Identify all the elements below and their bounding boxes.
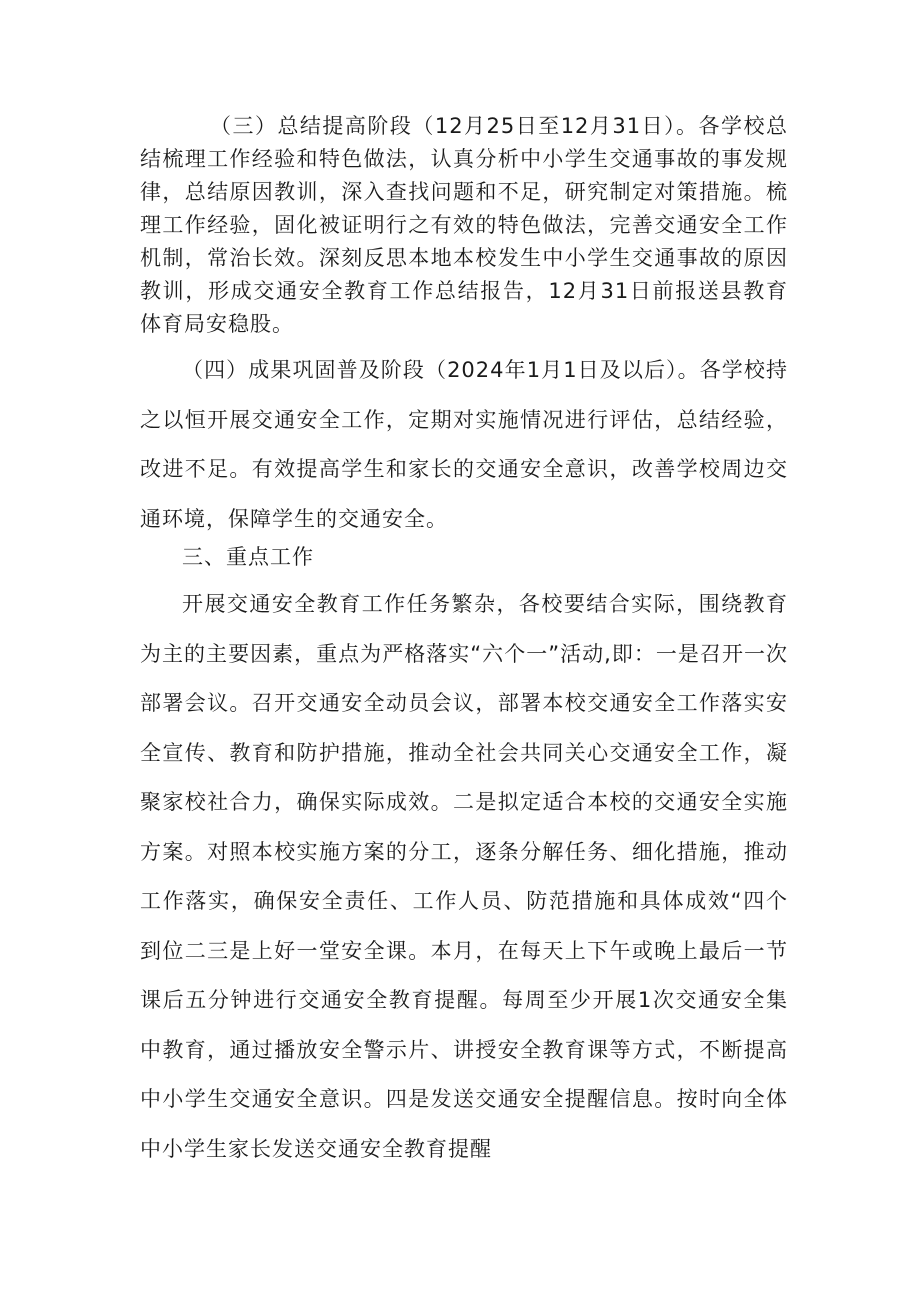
paragraph-key-work: 开展交通安全教育工作任务繁杂，各校要结合实际，围绕教育为主的主要因素，重点为严格落实“六个一”活动,即：一是召开一次部署会议。召开交通安全动员会议，部署本校交通安全工作落实安全宣传、教育和防护措施，推动全社会共同关心交通安全工作，凝聚家校社合力，确保实际成效。二是拟定适合本校的交通安全实施方案。对照本校实施方案的分工，逐条分解任务、细化措施，推动工作落实，确保安全责任、工作人员、防范措施和具体成效“四个到位二三是上好一堂安全课。本月，在每天上下午或晚上最后一节课后五分钟进行交通安全教育提醒。每周至少开展1次交通安全集中教育，通过播放安全警示片、讲授安全教育课等方式，不断提高中小学生交通安全意识。四是发送交通安全提醒信息。按时向全体中小学生家长发送交通安全教育提醒 [140, 592, 788, 1161]
section-heading-key-work: 三、重点工作 [182, 545, 314, 569]
paragraph-summary-stage: （三）总结提高阶段（12月25日至12月31日）。各学校总结梳理工作经验和特色做法，认真分析中小学生交通事故的事发规律，总结原因教训，深入查找问题和不足，研究制定对策措施。梳理工作经验，固化被证明行之有效的特色做法，完善交通安全工作机制，常治长效。深刻反思本地本校发生中小学生交通事故的原因教训，形成交通安全教育工作总结报告，12月31日前报送县教育体育局安稳股。 [140, 114, 788, 336]
paragraph-consolidation-stage: （四）成果巩固普及阶段（2024年1月1日及以后）。各学校持之以恒开展交通安全工作，定期对实施情况进行评估，总结经验，改进不足。有效提高学生和家长的交通安全意识，改善学校周边交通环境，保障学生的交通安全。 [140, 358, 788, 531]
